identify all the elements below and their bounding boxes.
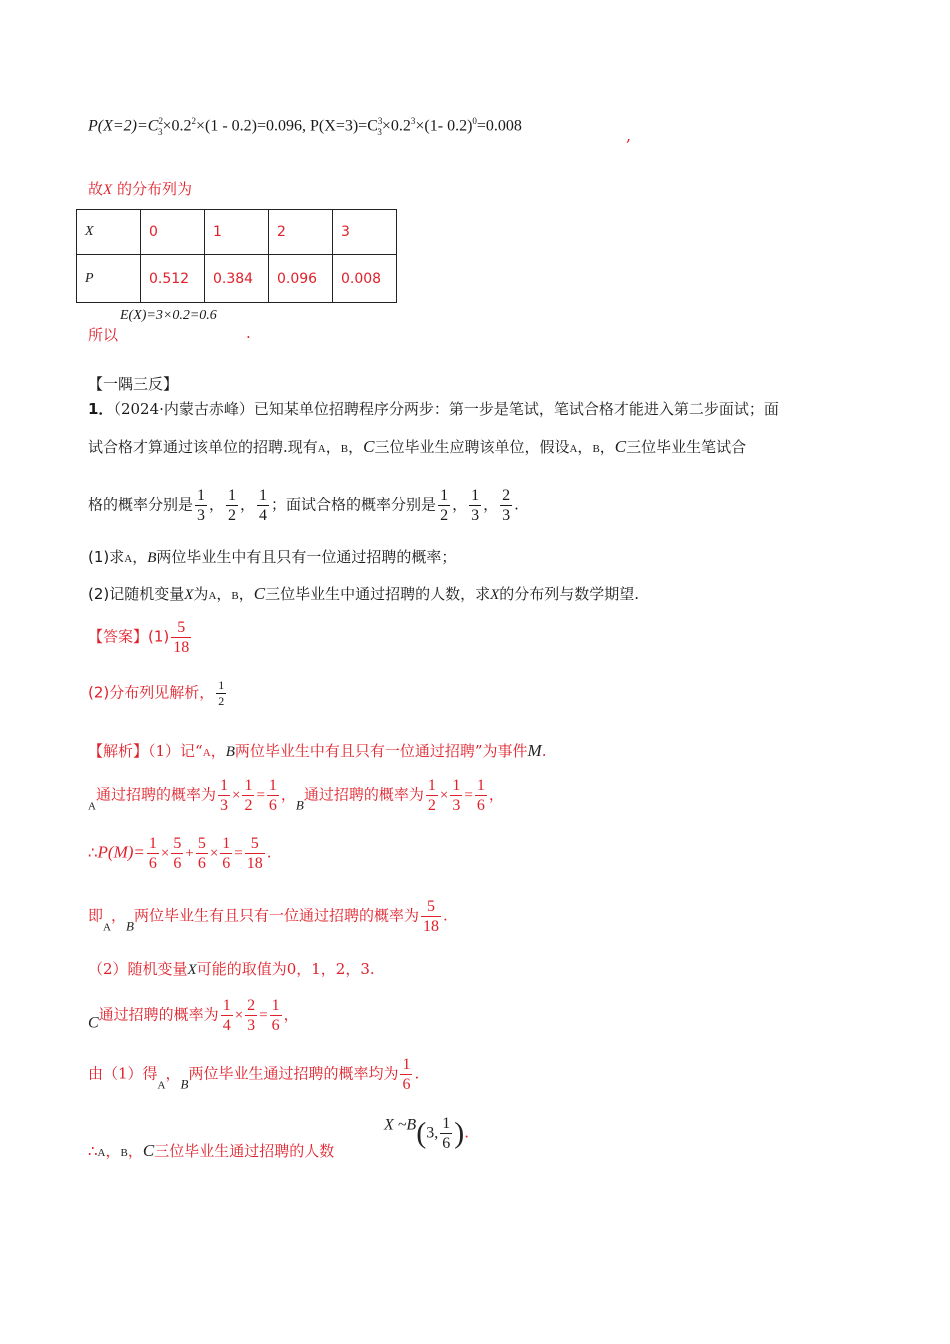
distribution-intro: 故X 的分布列为 xyxy=(88,180,192,198)
expectation-formula: E(X)=3×0.2=0.6 xyxy=(120,308,217,323)
question-1: (1)求A，B两位毕业生中有且只有一位通过招聘的概率； xyxy=(88,548,457,566)
solution-line-4: 即$_A$，B两位毕业生有且只有一位通过招聘的概率为 $\frac{5}{18}$ . xyxy=(88,898,448,935)
expectation-period: . xyxy=(246,324,251,342)
table-cell: 2 xyxy=(269,210,333,255)
table-cell: 1 xyxy=(205,210,269,255)
solution-line-5: （2）随机变量X可能的取值为0，1，2，3. xyxy=(88,960,375,978)
problem-line-3: 格的概率分别是 $\frac{1}{3}$ ， $\frac{1}{2}$ ， $\frac{1}{4}$ ；面试合格的概率分别是 $\frac{1}{2}$ ， $\frac{1}{3}$ ， $\frac{2}{3}$ . xyxy=(88,487,519,524)
answer-line-2: (2)分布列见解析， $\frac{1}{2}$ xyxy=(88,678,225,708)
distribution-table xyxy=(76,209,397,303)
expectation-prefix: 所以 xyxy=(88,326,119,344)
table-row xyxy=(77,255,397,303)
formula-trailing-comma: , xyxy=(626,126,632,145)
table-cell: 0 xyxy=(141,210,205,255)
solution-line-6: C通过招聘的概率为 $\frac{1}{4}$ × $\frac{2}{3}$ = $\frac{1}{6}$ ， xyxy=(88,997,299,1034)
solution-line-3: ∴P(M)= $\frac{1}{6}$ × $\frac{5}{6}$ + $\frac{5}{6}$ × $\frac{1}{6}$ = $\frac{5}{18}$ . xyxy=(88,835,272,872)
solution-line-2: $_A$通过招聘的概率为 $\frac{1}{3}$ × $\frac{1}{2}$ = $\frac{1}{6}$ ，B通过招聘的概率为 $\frac{1}{2}$ × $\frac{1}{3}$ = $\frac{1}{6}$ ， xyxy=(88,777,504,814)
problem-line-1: 1．（2024·内蒙古赤峰）已知某单位招聘程序分两步：第一步是笔试，笔试合格才能进入第二步面试；面 xyxy=(88,400,779,418)
answer-line-1: 【答案】(1) $\frac{5}{18}$ xyxy=(88,619,190,656)
table-header-x: X xyxy=(77,210,141,255)
solution-line-7: 由（1）得$_A$，B两位毕业生通过招聘的概率均为 $\frac{1}{6}$ . xyxy=(88,1056,420,1093)
table-header-p: P xyxy=(77,255,141,303)
section-title: 【一隅三反】 xyxy=(88,375,179,393)
solution-line-8: ∴A，B，C三位毕业生通过招聘的人数 xyxy=(88,1141,335,1160)
question-2: (2)记随机变量X为A，B，C三位毕业生中通过招聘的人数，求X的分布列与数学期望. xyxy=(88,584,640,603)
solution-line-1: 【解析】（1）记“A，B两位毕业生中有且只有一位通过招聘”为事件M. xyxy=(88,741,547,760)
table-cell: 0.008 xyxy=(333,255,397,303)
table-row xyxy=(77,210,397,255)
table-cell: 0.512 xyxy=(141,255,205,303)
table-cell: 0.384 xyxy=(205,255,269,303)
table-cell: 0.096 xyxy=(269,255,333,303)
problem-line-2: 试合格才算通过该单位的招聘.现有A，B，C三位毕业生应聘该单位，假设A，B，C三位毕业生笔试合 xyxy=(88,437,747,456)
formula-binomial-probabilities: $P(X=2)=C^2_3\times 0.2^2\times(1 - 0.2)=0.096$, $P(X=3)=C^3_3\times 0.2^3\times(1-$ 0.2)$^0$=0.008 xyxy=(88,116,522,137)
table-cell: 3 xyxy=(333,210,397,255)
binomial-notation: X ~B(3, $\frac{1}{6}$ ). xyxy=(384,1115,469,1152)
